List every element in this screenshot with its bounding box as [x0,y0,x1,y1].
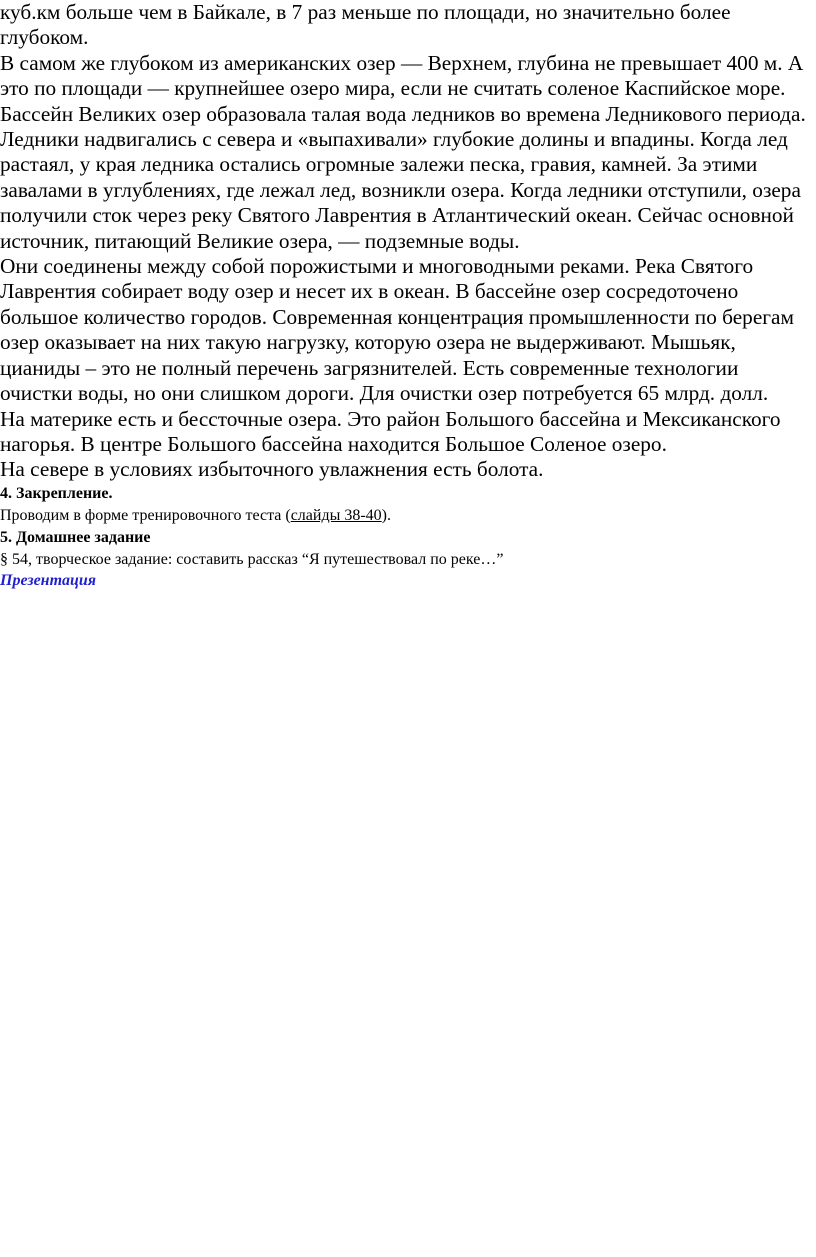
document-page [0,0,816,591]
section-4-text [0,505,816,527]
slides-link[interactable]: слайды 38-40 [290,506,382,524]
paragraph-5: На материке есть и бессточные озера. Это район Большого бассейна и Мексиканского нагорья. В центре Большого бассейна находится Большое Соленое озеро. [0,406,781,456]
paragraph-3: Бассейн Великих озер образовала талая вода ледников во времена Ледникового периода. Ледники надвигались с севера и «выпахивали» глубокие долины и впадины. Когда лед растаял, у края ледника остались огромные залежи песка, гравия, камней. За этими завалами в углублениях, где лежал лед, возникли озера. Когда ледники отступили, озера получили сток через реку Святого Лаврентия в Атлантический океан. Сейчас основной источник, питающий Великие озера, — подземные воды. [0,101,806,253]
paragraph-6: На севере в условиях избыточного увлажнения есть болота. [0,457,544,482]
presentation-link[interactable]: Презентация [0,571,97,589]
section-4-text-before: Проводим в форме тренировочного теста ( [0,506,291,524]
section-4-heading: 4. Закрепление. [0,484,113,502]
paragraph-1: куб.км больше чем в Байкале, в 7 раз меньше по площади, но значительно более глубоком. [0,0,731,50]
section-5-heading: 5. Домашнее задание [0,528,151,546]
paragraph-2: В самом же глубоком из американских озер — Верхнем, глубина не превышает 400 м. А это по площади — крупнейшее озеро мира, если не считать соленое Каспийское море. [0,50,804,101]
section-4-text-after: ). [381,506,391,524]
paragraph-4: Они соединены между собой порожистыми и многоводными реками. Река Святого Лаврентия собирает воду озер и несет их в океан. В бассейне озер сосредоточено большое количество городов. Современная концентрация промышленности по берегам озер оказывает на них такую нагрузку, которую озера не выдерживают. Мышьяк, цианиды – это не полный перечень загрязнителей. Есть современные технологии очистки воды, но они слишком дороги. Для очистки озер потребуется 65 млрд. долл. [0,254,794,406]
section-5-text: § 54, творческое задание: составить рассказ “Я путешествовал по реке…” [0,550,504,568]
